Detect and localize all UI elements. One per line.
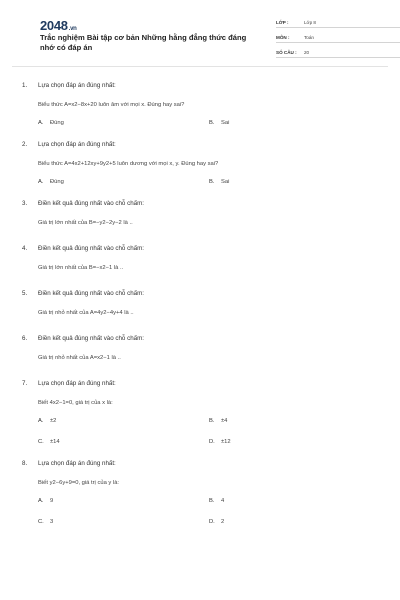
question-number: 2. [22,140,28,148]
question-number: 4. [22,244,28,252]
question-8 [22,458,380,526]
question-body: Giá trị lớn nhất của B=−x2−1 là .. [38,264,124,271]
question-6 [22,333,380,378]
meta-row-subject [276,32,400,43]
question-7 [22,378,380,446]
logo-main: 2048 [40,18,68,33]
question-2 [22,139,380,186]
question-1 [22,80,380,127]
question-prompt: Lựa chọn đáp án đúng nhất: [38,81,116,89]
answer-options [38,496,380,526]
question-body: Giá trị nhỏ nhất của A=4y2−4y+4 là .. [38,309,134,316]
answer-option-b[interactable] [209,120,380,126]
question-number: 6. [22,334,28,342]
question-prompt: Lựa chọn đáp án đúng nhất: [38,379,116,387]
option-letter: C. [38,438,44,445]
answer-options [38,416,380,446]
option-text: 9 [50,497,54,504]
meta-row-class [276,17,400,28]
meta-label: LỚP : [276,20,289,25]
option-text: ±4 [221,417,228,424]
option-text: ±14 [50,438,60,445]
question-number: 8. [22,459,28,467]
header-divider [12,66,388,67]
answer-option-a[interactable] [38,498,209,504]
option-letter: A. [38,497,44,504]
question-body: Giá trị nhỏ nhất của A=x2−1 là .. [38,354,121,361]
worksheet-header [20,0,386,68]
option-letter: D. [209,518,215,525]
answer-option-b[interactable] [209,498,380,504]
question-prompt: Điền kết quả đúng nhất vào chỗ chấm: [38,289,144,297]
question-body: Biểu thức A=4x2+12xy+9y2+5 luôn dương với mọi x, y. Đúng hay sai? [38,160,219,167]
answer-option-c[interactable] [38,439,209,445]
option-letter: B. [209,178,215,185]
question-number: 3. [22,199,28,207]
option-letter: B. [209,497,215,504]
worksheet-title: Trắc nghiệm Bài tập cơ bản Những hằng đẳng thức đáng nhớ có đáp án [40,33,247,52]
option-letter: A. [38,178,44,185]
answer-option-b[interactable] [209,418,380,424]
option-letter: D. [209,438,215,445]
question-prompt: Lựa chọn đáp án đúng nhất: [38,459,116,467]
answer-option-a[interactable] [38,179,209,185]
meta-value: Lớp 8 [304,20,316,25]
option-text: ±12 [221,438,231,445]
answer-option-c[interactable] [38,519,209,525]
answer-option-d[interactable] [209,519,380,525]
answer-option-a[interactable] [38,120,209,126]
option-letter: A. [38,119,44,126]
question-body: Biểu thức A=x2−8x+20 luôn âm với mọi x. Đúng hay sai? [38,101,185,108]
option-text: 4 [221,497,225,504]
question-number: 7. [22,379,28,387]
option-text: ±2 [50,417,57,424]
option-letter: C. [38,518,44,525]
answer-options [38,118,380,127]
question-list [22,80,380,538]
question-number: 5. [22,289,28,297]
option-text: Sai [221,178,230,185]
question-4 [22,243,380,288]
question-body: Giá trị lớn nhất của B=−y2−2y−2 là .. [38,219,133,226]
question-5 [22,288,380,333]
meta-value: Toán [304,35,314,40]
option-text: 2 [221,518,225,525]
site-logo[interactable] [40,18,77,33]
question-prompt: Lựa chọn đáp án đúng nhất: [38,140,116,148]
option-letter: A. [38,417,44,424]
question-prompt: Điền kết quả đúng nhất vào chỗ chấm: [38,334,144,342]
meta-value: 20 [304,50,310,55]
question-prompt: Điền kết quả đúng nhất vào chỗ chấm: [38,244,144,252]
question-3 [22,198,380,243]
question-body: Biết y2−6y+9=0, giá trị của y là: [38,479,120,486]
answer-option-b[interactable] [209,179,380,185]
option-letter: B. [209,417,215,424]
option-letter: B. [209,119,215,126]
option-text: Đúng [50,119,64,126]
meta-label: MÔN : [276,35,290,40]
question-body: Biết 4x2−1=0, giá trị của x là: [38,399,113,406]
meta-row-count [276,47,400,58]
answer-options [38,177,380,186]
question-number: 1. [22,81,28,89]
logo-suffix: .vn [68,26,77,32]
option-text: 3 [50,518,54,525]
worksheet-meta [276,17,400,62]
answer-option-d[interactable] [209,439,380,445]
option-text: Đúng [50,178,64,185]
answer-option-a[interactable] [38,418,209,424]
meta-label: SỐ CÂU : [276,50,297,55]
question-prompt: Điền kết quả đúng nhất vào chỗ chấm: [38,199,144,207]
option-text: Sai [221,119,230,126]
